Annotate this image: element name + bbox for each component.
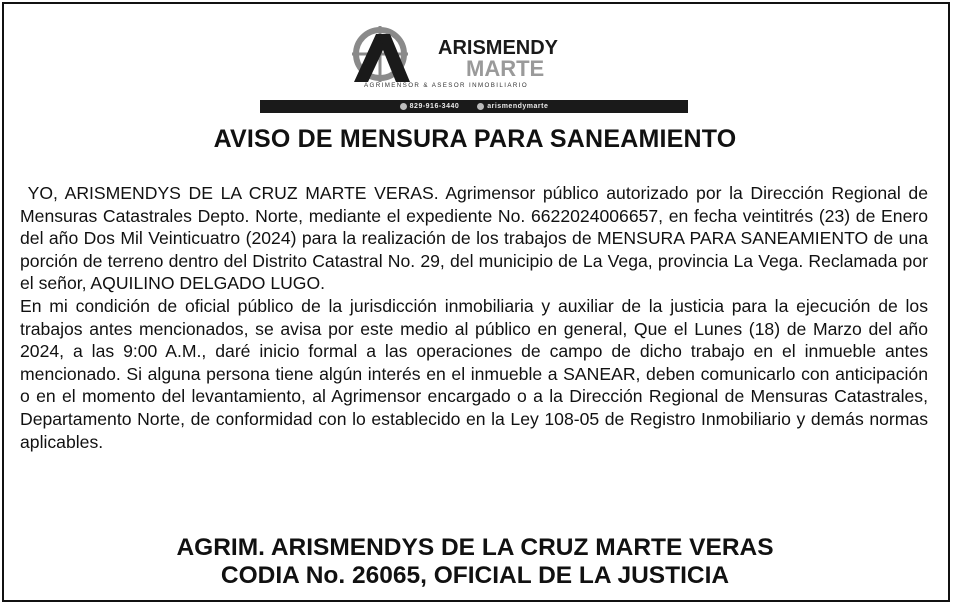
social-contact (477, 100, 548, 113)
signature-name: AGRIM. ARISMENDYS DE LA CRUZ MARTE VERAS (176, 534, 774, 561)
social-handle: arismendymarte (487, 103, 549, 110)
whatsapp-icon (400, 103, 407, 110)
arismendy-marte-logo (346, 24, 596, 88)
instagram-icon (477, 103, 484, 110)
notice-body (20, 182, 933, 453)
notice-title: AVISO DE MENSURA PARA SANEAMIENTO (213, 125, 737, 153)
signature-block (0, 534, 950, 590)
notice-paragraph-1: YO, ARISMENDYS DE LA CRUZ MARTE VERAS. Agrimensor público autorizado por la Dirección Regional de Mensuras Catastrales Depto. Norte, mediante el expediente No. 6622024006657, en fecha veintitrés (23) de Enero del año Dos Mil Veinticuatro (2024) para la realización de los trabajos de MENSURA PARA SANEAMIENTO de una porción de terreno dentro del Distrito Catastral No. 29, del municipio de La Vega, provincia La Vega. Reclamada por el señor, AQUILINO DELGADO LUGO. (20, 183, 933, 294)
phone-number: 829-916-3440 (409, 103, 460, 110)
phone-contact (400, 100, 460, 113)
logo-tagline: AGRIMENSOR & ASESOR INMOBILIARIO (364, 82, 529, 88)
logo-name-line1: ARISMENDY (438, 37, 559, 59)
notice-paragraph-2: En mi condición de oficial público de la jurisdicción inmobiliaria y auxiliar de la justicia para la ejecución de los trabajos antes mencionados, se avisa por este medio al público en general, Que el Lunes (18) de Marzo del año 2024, a las 9:00 A.M., daré inicio formal a las operaciones de campo de dicho trabajo en el inmueble antes mencionado. Si alguna persona tiene algún interés en el inmueble a SANEAR, deben comunicarlo con anticipación o en el momento del levantamiento, al Agrimensor encargado o a la Dirección Regional de Mensuras Catastrales, Departamento Norte, de conformidad con lo establecido en la Ley 108-05 de Registro Inmobiliario y demás normas aplicables. (20, 295, 928, 452)
contact-bar (260, 100, 688, 113)
logo-name-line2: MARTE (466, 56, 545, 81)
signature-credential: CODIA No. 26065, OFICIAL DE LA JUSTICIA (220, 562, 730, 589)
